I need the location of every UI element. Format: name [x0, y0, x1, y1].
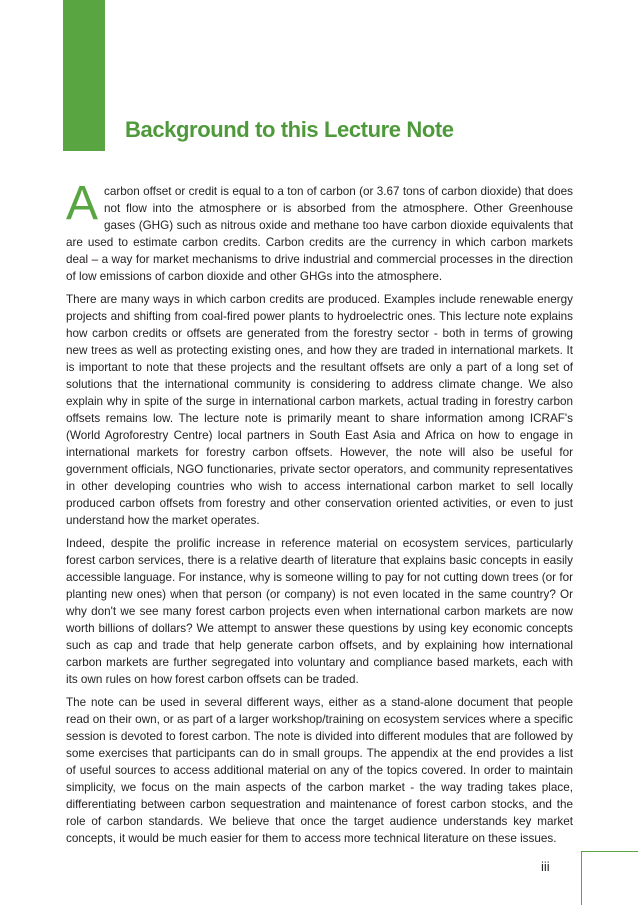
paragraph-1-text: carbon offset or credit is equal to a ton of carbon (or 3.67 tons of carbon dioxide) that does not flow into the atmosphere or is absorbed from the atmosphere. Other Greenhouse gases (GHG) such as nitrous oxide and methane too have carbon dioxide equivalents that are used to estimate carbon credits. Carbon credits are the currency in which carbon markets deal – a way for market mechanisms to drive industrial and commercial processes in the direction of low emissions of carbon dioxide and other GHGs into the atmosphere.	[66, 185, 573, 283]
paragraph-2: There are many ways in which carbon credits are produced. Examples include renewable energy projects and shifting from coal-fired power plants to hydroelectric ones. This lecture note explains how carbon credits or offsets are generated from the forestry sector - both in terms of growing new trees as well as protecting existing ones, and how they are traded in international markets. It is important to note that these projects and the resultant offsets are only a part of a long set of solutions that the international community is considering to address climate change. We also explain why in spite of the surge in international carbon markets, actual trading in forestry carbon offsets remains low. The lecture note is primarily meant to share information among ICRAF's (World Agroforestry Centre) local partners in South East Asia and Africa on how to engage in international markets for forestry carbon offsets. However, the note will also be useful for government officials, NGO functionaries, private sector operators, and community representatives in other developing countries who wish to access international carbon market to sell locally produced carbon offsets from forestry and other conservation oriented activities, or even to just understand how the market operates.	[66, 293, 573, 527]
paragraph-3: Indeed, despite the prolific increase in reference material on ecosystem services, particularly forest carbon services, there is a relative dearth of literature that explains basic concepts in easily accessible language. For instance, why is someone willing to pay for not cutting down trees (or for planting new ones) when that person (or company) is not even located in the same country? Or why don't we see many forest carbon projects even when international carbon markets are now worth billions of dollars? We attempt to answer these questions by using key economic concepts such as cap and trade that help generate carbon offsets, and by explaining how international carbon markets are further segregated into voluntary and compliance based markets, each with its own rules on how forest carbon offsets can be traded.	[66, 537, 573, 686]
drop-cap: A	[66, 177, 99, 230]
green-accent-bar	[63, 0, 105, 151]
corner-line-vertical	[581, 851, 582, 905]
paragraph-1	[66, 177, 573, 285]
corner-line-horizontal	[581, 851, 638, 852]
paragraph-4: The note can be used in several different ways, either as a stand-alone document that people read on their own, or as part of a larger workshop/training on ecosystem services where a specific session is devoted to forest carbon. The note is divided into different modules that are followed by some exercises that participants can do in small groups. The appendix at the end provides a list of useful sources to access additional material on any of the topics covered. In order to maintain simplicity, we focus on the main aspects of the carbon market - the way trading takes place, differentiating between carbon sequestration and maintenance of forest carbon stocks, and the role of carbon standards. We believe that once the target audience understands key market concepts, it would be much easier for them to access more technical literature on these issues.	[66, 696, 573, 845]
page-title: Background to this Lecture Note	[125, 117, 454, 142]
page-number: iii	[541, 859, 550, 874]
body-text	[66, 177, 573, 853]
